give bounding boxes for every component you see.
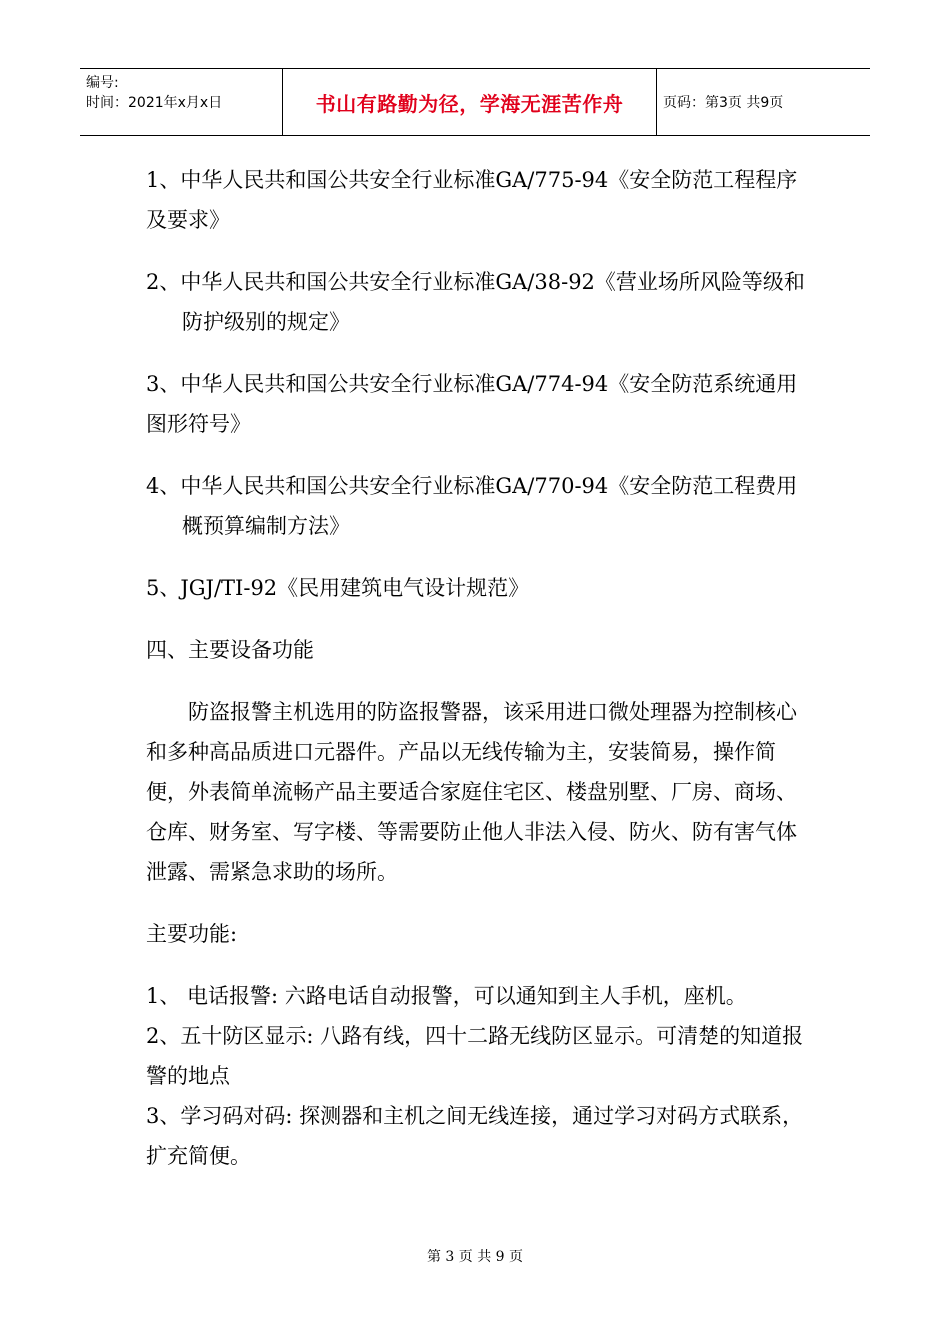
function-item-3: 3、学习码对码: 探测器和主机之间无线连接，通过学习对码方式联系，扩充简便。 <box>146 1104 804 1168</box>
reference-item-1: 1、中华人民共和国公共安全行业标准GA/775-94《安全防范工程程序及要求》 <box>146 168 798 232</box>
reference-item-4: 4、中华人民共和国公共安全行业标准GA/770-94《安全防范工程费用概预算编制方法》 <box>146 474 798 538</box>
reference-item-3: 3、中华人民共和国公共安全行业标准GA/774-94《安全防范系统通用图形符号》 <box>146 372 798 436</box>
reference-item-5: 5、JGJ/TI-92《民用建筑电气设计规范》 <box>146 576 530 600</box>
number-label: 编号: <box>86 75 119 91</box>
body-paragraph: 防盗报警主机选用的防盗报警器，该采用进口微处理器为控制核心和多种高品质进口元器件。产品以无线传输为主，安装简易，操作简便，外表简单流畅产品主要适合家庭住宅区、楼盘别墅、厂房、商场、仓库、财务室、写字楼、等需要防止他人非法入侵、防火、防有害气体泄露、需紧急求助的场所。 <box>146 700 797 884</box>
header-meta <box>80 69 283 135</box>
functions-heading: 主要功能: <box>146 922 238 946</box>
page-header <box>80 68 870 136</box>
time-label: 时间：2021年x月x日 <box>86 95 223 111</box>
header-motto: 书山有路勤为径，学海无涯苦作舟 <box>283 69 657 135</box>
document-body <box>146 160 810 1176</box>
function-item-2: 2、五十防区显示: 八路有线，四十二路无线防区显示。可清楚的知道报警的地点 <box>146 1024 804 1088</box>
reference-item-2: 2、中华人民共和国公共安全行业标准GA/38-92《营业场所风险等级和防护级别的规定》 <box>146 270 805 334</box>
section-heading: 四、主要设备功能 <box>146 638 314 662</box>
header-page-info: 页码：第3页 共9页 <box>663 95 784 111</box>
function-item-1: 1、 电话报警: 六路电话自动报警，可以通知到主人手机，座机。 <box>146 984 747 1008</box>
page-footer: 第 3 页 共 9 页 <box>426 1249 524 1265</box>
